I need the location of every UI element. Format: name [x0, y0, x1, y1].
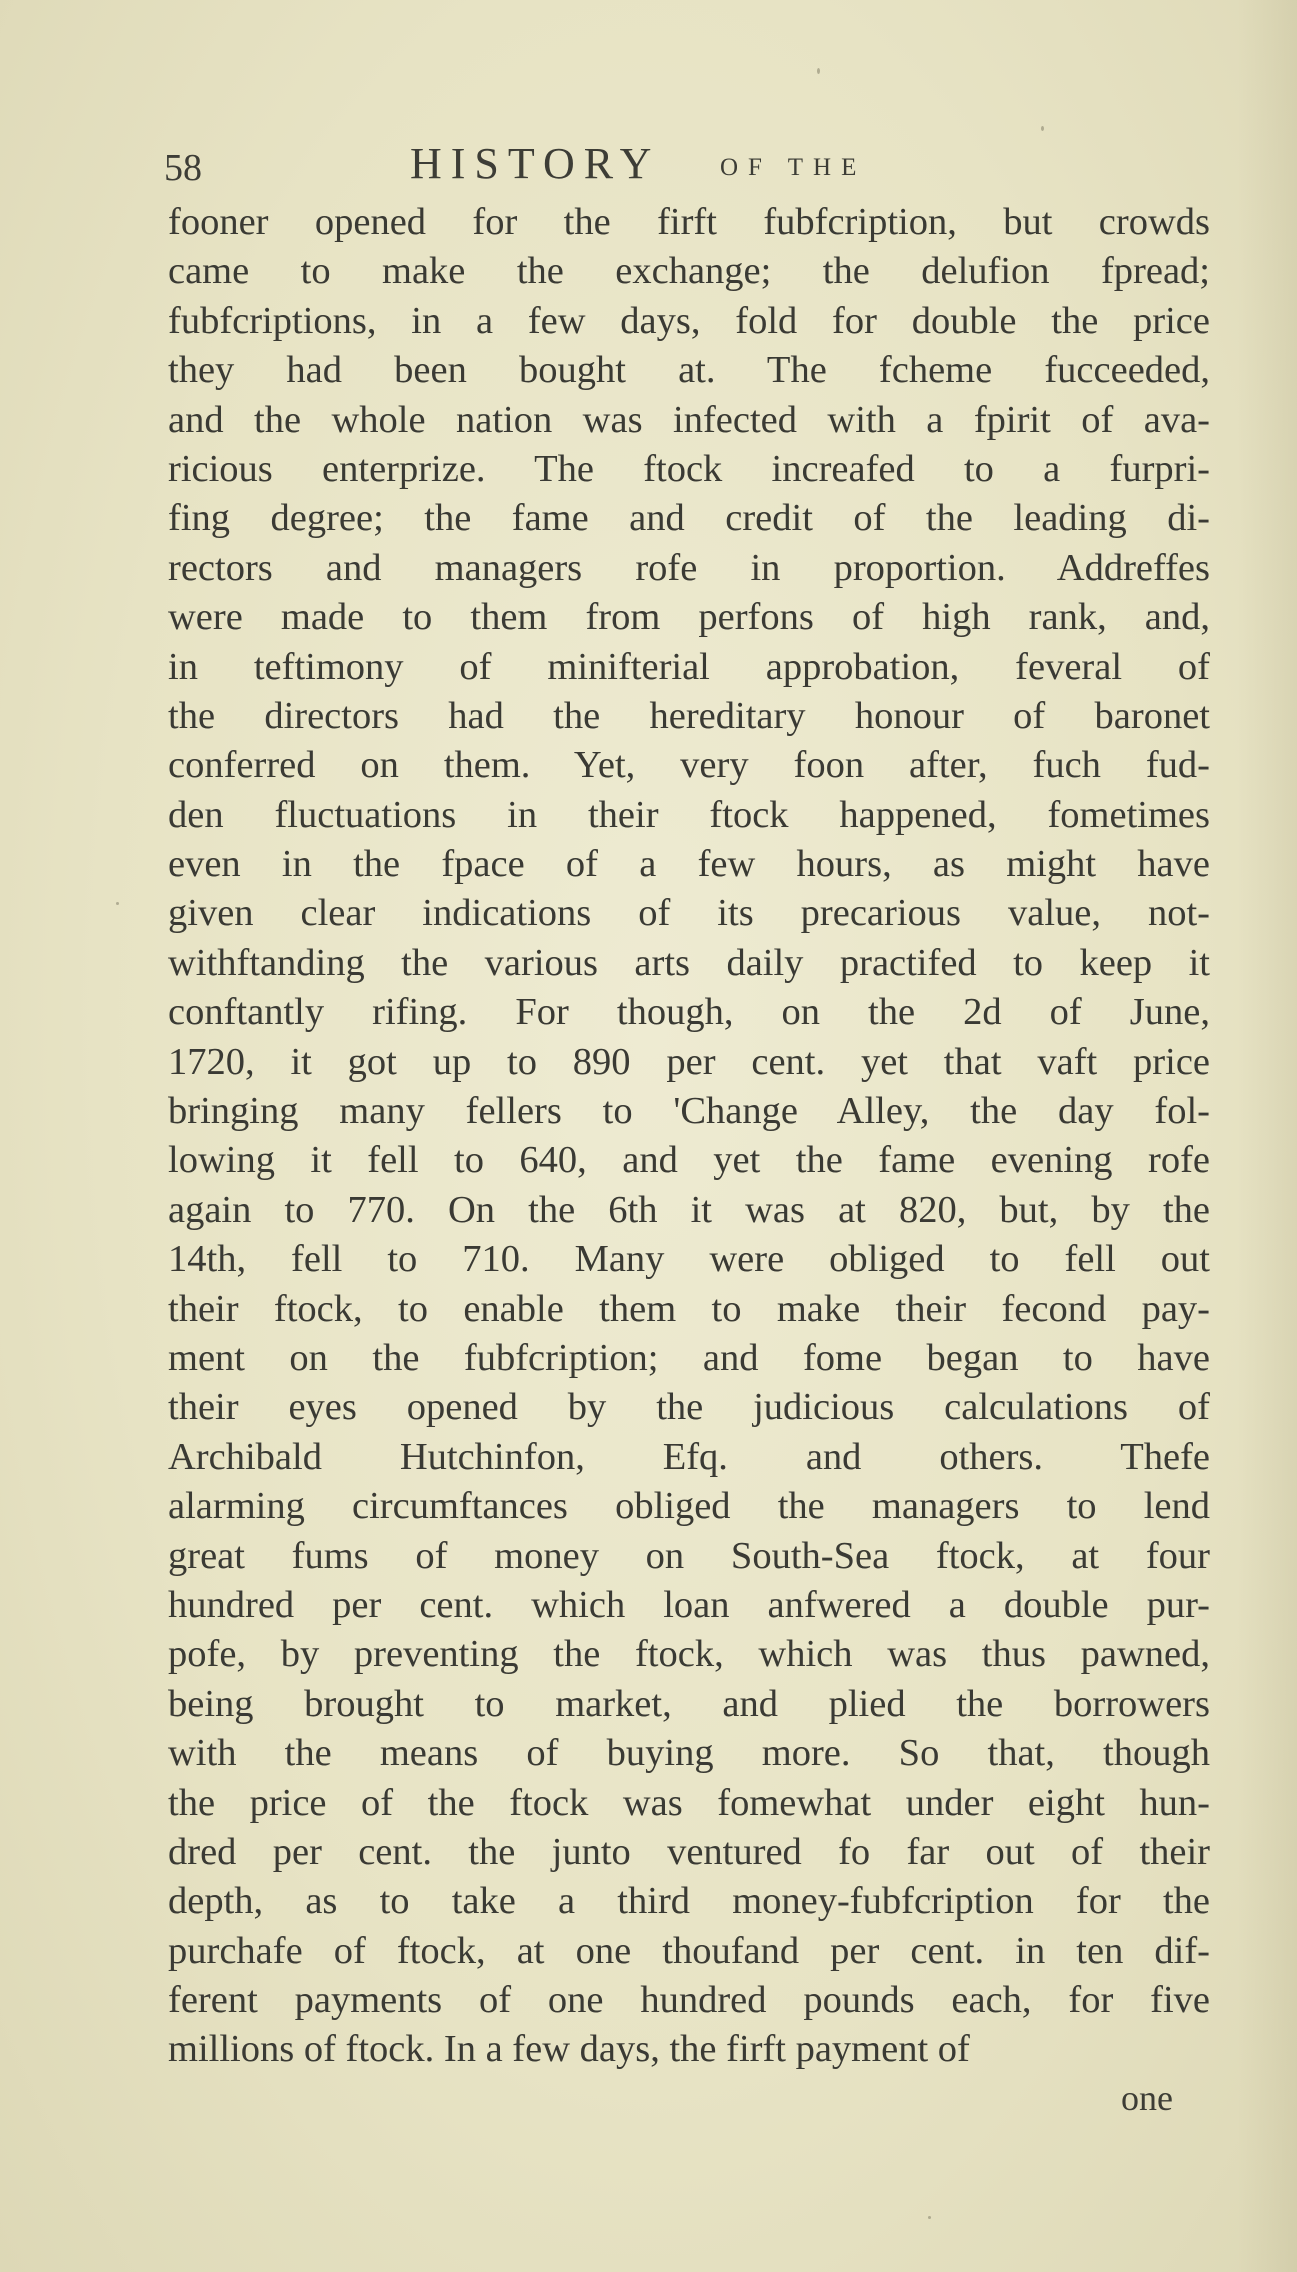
catchword: one	[1121, 2078, 1173, 2118]
text-line: fubfcriptions, in a few days, fold for double the price	[168, 299, 1210, 342]
text-line: bringing many fellers to 'Change Alley, the day fol-	[168, 1090, 1210, 1133]
text-line: millions of ftock. In a few days, the firft payment of	[168, 2028, 970, 2071]
text-line: even in the fpace of a few hours, as might have	[168, 843, 1210, 886]
text-line: the price of the ftock was fomewhat under eight hun-	[168, 1781, 1210, 1824]
text-line: ferent payments of one hundred pounds each, for five	[168, 1979, 1210, 2022]
text-line: great fums of money on South-Sea ftock, at four	[168, 1534, 1210, 1577]
text-line: fing degree; the fame and credit of the leading di-	[168, 497, 1210, 540]
text-line: rectors and managers rofe in proportion. Addreffes	[168, 546, 1210, 589]
text-line: dred per cent. the junto ventured fo far out of their	[168, 1830, 1210, 1873]
running-head-title: HISTORY	[410, 139, 661, 188]
text-line: were made to them from perfons of high rank, and,	[168, 596, 1210, 639]
text-line: with the means of buying more. So that, though	[168, 1732, 1210, 1775]
text-line: Archibald Hutchinfon, Efq. and others. Thefe	[168, 1435, 1210, 1478]
text-line: alarming circumftances obliged the managers to lend	[168, 1485, 1210, 1528]
text-line: ricious enterprize. The ftock increafed to a furpri-	[168, 447, 1210, 490]
text-line: being brought to market, and plied the borrowers	[168, 1682, 1210, 1725]
paper-speck	[1041, 126, 1044, 131]
page-number: 58	[164, 147, 202, 189]
text-line: 1720, it got up to 890 per cent. yet that vaft price	[168, 1040, 1210, 1083]
page-edge-shadow	[1237, 0, 1297, 2272]
text-line: fooner opened for the firft fubfcription, but crowds	[168, 201, 1210, 243]
text-line: conferred on them. Yet, very foon after, fuch fud-	[168, 744, 1210, 787]
paper-speck	[928, 2216, 931, 2219]
running-head	[164, 138, 964, 188]
text-line: again to 770. On the 6th it was at 820, but, by the	[168, 1188, 1210, 1231]
text-line: withftanding the various arts daily practifed to keep it	[168, 941, 1210, 984]
text-line: 14th, fell to 710. Many were obliged to fell out	[168, 1238, 1210, 1281]
text-line: hundred per cent. which loan anfwered a double pur-	[168, 1583, 1210, 1626]
paper-speck	[817, 68, 820, 74]
text-line: purchafe of ftock, at one thoufand per cent. in ten dif-	[168, 1929, 1210, 1972]
text-line: ment on the fubfcription; and fome began to have	[168, 1336, 1210, 1379]
text-line: depth, as to take a third money-fubfcription for the	[168, 1880, 1210, 1923]
text-line: pofe, by preventing the ftock, which was thus pawned,	[168, 1633, 1210, 1676]
text-line: they had been bought at. The fcheme fucceeded,	[168, 349, 1210, 392]
running-head-suffix: OF THE	[720, 154, 867, 181]
text-line: conftantly rifing. For though, on the 2d of June,	[168, 991, 1210, 1034]
text-line: lowing it fell to 640, and yet the fame evening rofe	[168, 1139, 1210, 1182]
text-line: their eyes opened by the judicious calculations of	[168, 1386, 1210, 1429]
text-line: given clear indications of its precarious value, not-	[168, 892, 1210, 935]
text-line: and the whole nation was infected with a fpirit of ava-	[168, 398, 1210, 441]
text-line: came to make the exchange; the delufion fpread;	[168, 250, 1210, 293]
body-text	[168, 198, 1210, 2075]
text-line: den fluctuations in their ftock happened, fometimes	[168, 793, 1210, 836]
text-line: their ftock, to enable them to make their fecond pay-	[168, 1287, 1210, 1330]
text-line: in teftimony of minifterial approbation, feveral of	[168, 645, 1210, 688]
text-line: the directors had the hereditary honour of baronet	[168, 694, 1210, 737]
paper-speck	[116, 902, 119, 905]
